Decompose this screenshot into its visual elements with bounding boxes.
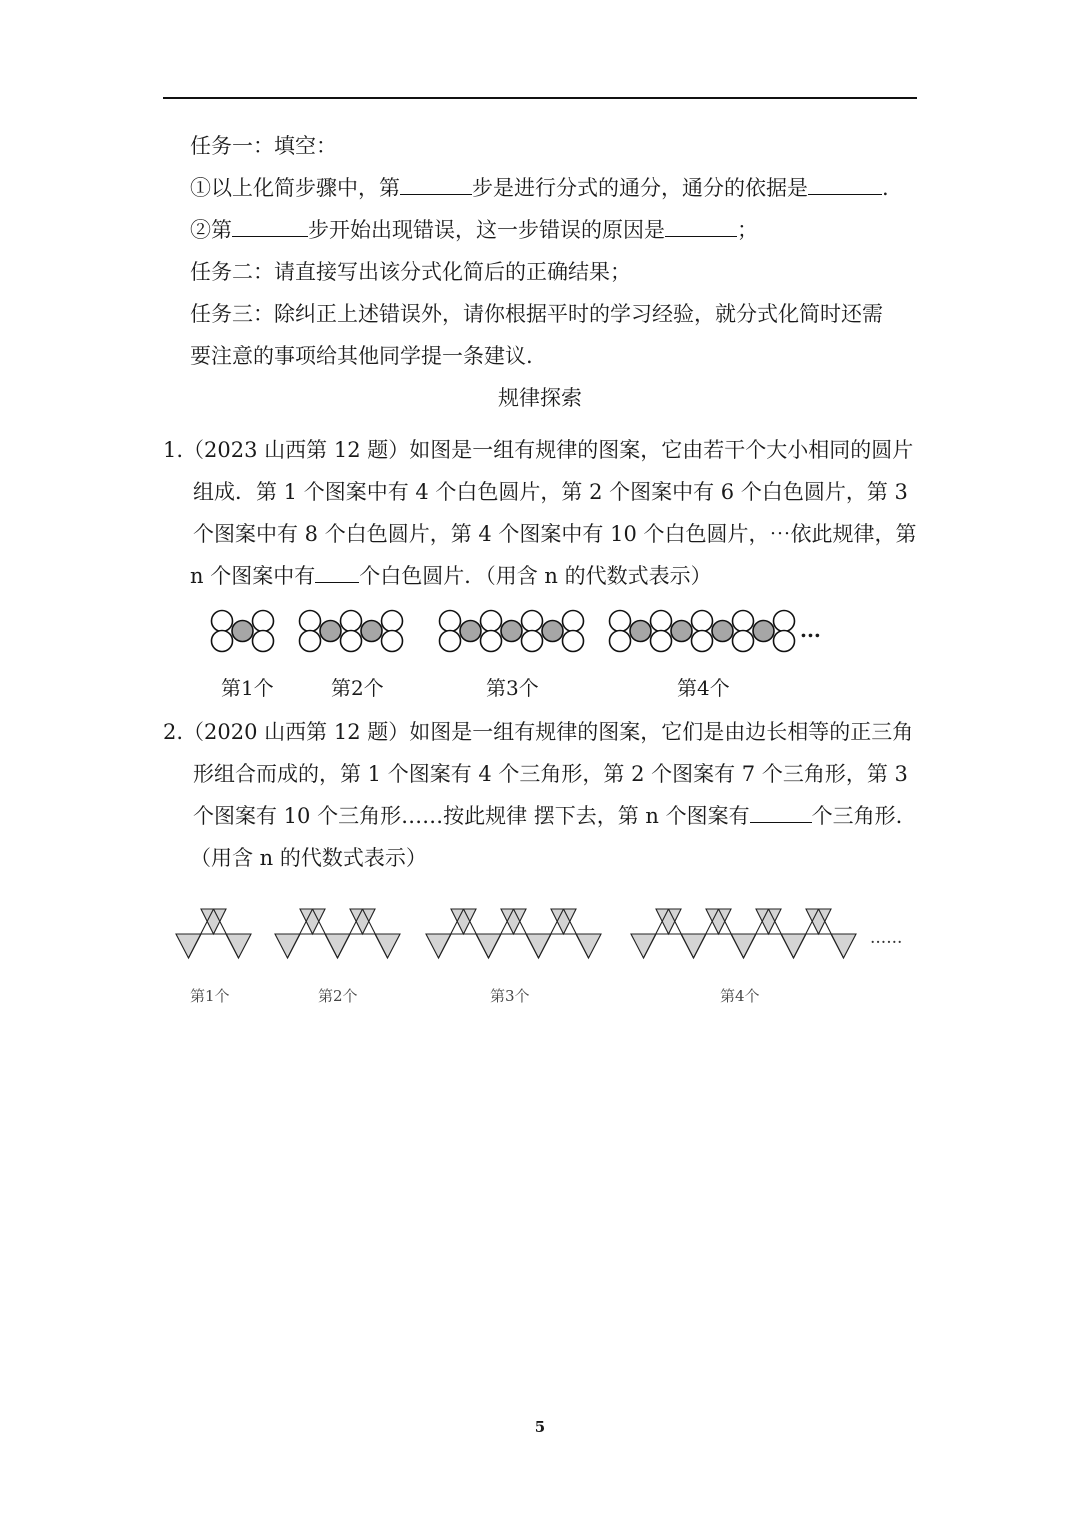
task1-title: 任务一：填空： xyxy=(190,134,337,158)
lower-triangle xyxy=(526,934,551,958)
upper-triangle xyxy=(451,909,476,934)
task2: 任务二：请直接写出该分式化简后的正确结果； xyxy=(190,260,631,284)
lower-triangle xyxy=(325,934,350,958)
lower-triangle xyxy=(476,934,501,958)
task1-q2: ②第 步开始出现错误，这一步错误的原因是 ； xyxy=(190,218,758,242)
triangle-pattern-4 xyxy=(631,909,856,958)
p2-caption-3: 第3个 xyxy=(490,987,530,1005)
p1-caption-4: 第4个 xyxy=(677,676,730,700)
p2-ellipsis: ...... xyxy=(870,928,903,948)
p1-line4: n 个图案中有 个白色圆片．（用含 n 的代数式表示） xyxy=(190,564,712,588)
p1-line1: 1.（2023 山西第 12 题）如图是一组有规律的图案，它由若干个大小相同的圆片 xyxy=(163,438,914,462)
lower-triangle xyxy=(275,934,300,958)
p2-caption-4: 第4个 xyxy=(720,987,760,1005)
upper-triangle xyxy=(300,909,325,934)
p1-caption-3: 第3个 xyxy=(486,676,539,700)
lower-triangle xyxy=(375,934,400,958)
p2-caption-2: 第2个 xyxy=(318,987,358,1005)
lower-triangle xyxy=(576,934,601,958)
lower-triangle xyxy=(631,934,656,958)
triangle-pattern-1 xyxy=(176,909,251,958)
upper-triangle xyxy=(756,909,781,934)
p2-line3: 个图案有 10 个三角形……按此规律 摆下去，第 n 个图案有 个三角形. xyxy=(193,804,903,828)
lower-triangle xyxy=(226,934,251,958)
page-number: 5 xyxy=(534,1418,546,1436)
upper-triangle xyxy=(501,909,526,934)
p1-line2: 组成．第 1 个图案中有 4 个白色圆片，第 2 个图案中有 6 个白色圆片，第 3 xyxy=(193,480,908,504)
lower-triangle xyxy=(731,934,756,958)
task1-q1: ①以上化简步骤中，第 步是进行分式的通分，通分的依据是 . xyxy=(190,176,889,200)
p2-line1: 2.（2020 山西第 12 题）如图是一组有规律的图案，它们是由边长相等的正三角 xyxy=(163,720,914,744)
p2-line2: 形组合而成的，第 1 个图案有 4 个三角形，第 2 个图案有 7 个三角形，第 3 xyxy=(193,762,908,786)
p1-caption-2: 第2个 xyxy=(331,676,384,700)
triangle-pattern-2 xyxy=(275,909,400,958)
upper-triangle xyxy=(656,909,681,934)
lower-triangle xyxy=(681,934,706,958)
task3-line2: 要注意的事项给其他同学提一条建议. xyxy=(190,344,533,368)
task3-line1: 任务三：除纠正上述错误外，请你根据平时的学习经验，就分式化简时还需 xyxy=(190,302,883,326)
upper-triangle xyxy=(706,909,731,934)
p1-line3: 个图案中有 8 个白色圆片，第 4 个图案中有 10 个白色圆片，⋯依此规律，第 xyxy=(193,522,917,546)
upper-triangle xyxy=(551,909,576,934)
upper-triangle xyxy=(350,909,375,934)
lower-triangle xyxy=(426,934,451,958)
lower-triangle xyxy=(781,934,806,958)
triangle-pattern-3 xyxy=(426,909,601,958)
lower-triangle xyxy=(831,934,856,958)
p2-line4: （用含 n 的代数式表示） xyxy=(190,846,427,870)
lower-triangle xyxy=(176,934,201,958)
section-title: 规律探索 xyxy=(498,386,582,410)
p2-caption-1: 第1个 xyxy=(190,987,230,1005)
p1-ellipsis: ... xyxy=(800,618,821,642)
upper-triangle xyxy=(201,909,226,934)
upper-triangle xyxy=(806,909,831,934)
p1-caption-1: 第1个 xyxy=(221,676,274,700)
